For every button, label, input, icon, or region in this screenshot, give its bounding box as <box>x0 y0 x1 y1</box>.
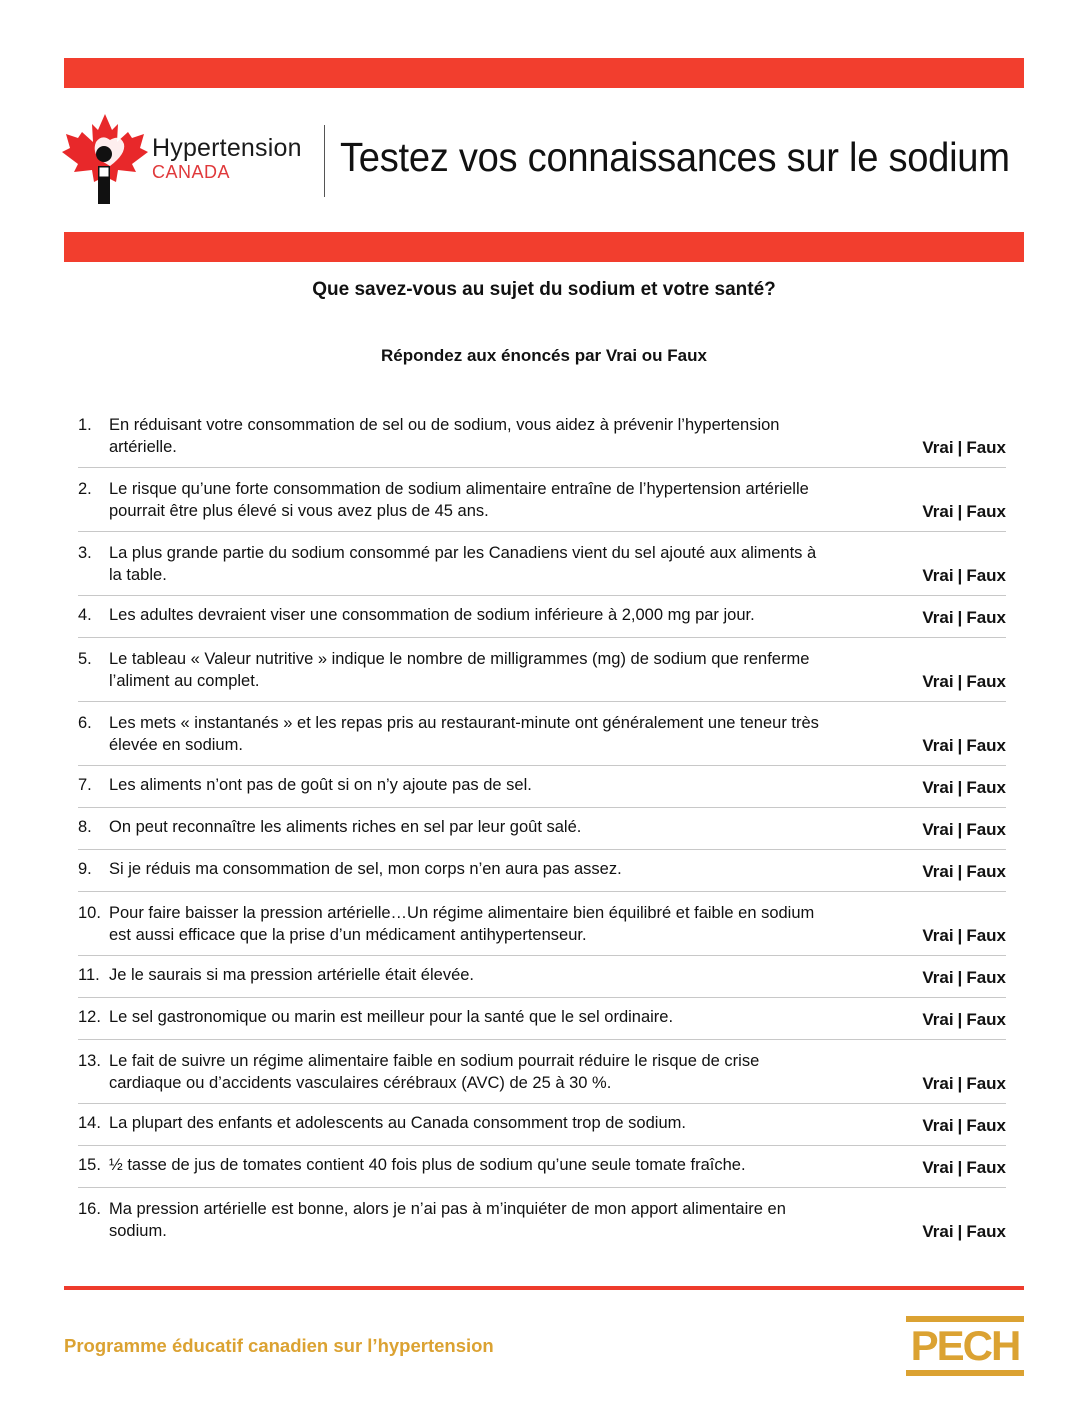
question-item <box>78 596 1006 638</box>
instruction: Répondez aux énoncés par Vrai ou Faux <box>381 346 707 365</box>
question-number: 6. <box>78 714 92 732</box>
logo-name: Hypertension <box>152 134 302 162</box>
true-option[interactable]: Vrai <box>922 1074 954 1093</box>
question-number: 10. <box>78 904 101 922</box>
true-option[interactable]: Vrai <box>922 1158 954 1177</box>
question-item <box>78 1146 1006 1188</box>
question-number: 11. <box>78 966 100 984</box>
question-text: Pour faire baisser la pression artérielle…Un régime alimentaire bien équilibré et faible en sodium est aussi efficace que la prise d’un médicament antihypertenseur. <box>109 904 815 944</box>
question-text: Les mets « instantanés » et les repas pris au restaurant-minute ont généralement une teneur très élevée en sodium. <box>109 714 819 754</box>
true-option[interactable]: Vrai <box>922 926 954 945</box>
question-item <box>78 702 1006 766</box>
true-false-choice[interactable] <box>922 607 1006 629</box>
false-option[interactable]: Faux <box>966 1158 1006 1177</box>
footer-red-line <box>64 1286 1024 1290</box>
true-false-choice[interactable] <box>922 819 1006 841</box>
question-item <box>78 808 1006 850</box>
question-text: Les aliments n’ont pas de goût si on n’y ajoute pas de sel. <box>109 776 532 794</box>
true-false-choice[interactable] <box>922 437 1006 459</box>
question-item <box>78 1104 1006 1146</box>
false-option[interactable]: Faux <box>966 1010 1006 1029</box>
false-option[interactable]: Faux <box>966 566 1006 585</box>
question-text: Ma pression artérielle est bonne, alors je n’ai pas à m’inquiéter de mon apport alimentaire en sodium. <box>109 1200 786 1240</box>
false-option[interactable]: Faux <box>966 862 1006 881</box>
question-item <box>78 532 1006 596</box>
choice-separator: | <box>957 1074 963 1093</box>
question-text: La plus grande partie du sodium consommé par les Canadiens vient du sel ajouté aux aliments à la table. <box>109 544 817 584</box>
question-item <box>78 638 1006 702</box>
choice-separator: | <box>957 820 963 839</box>
true-option[interactable]: Vrai <box>922 672 954 691</box>
question-number: 9. <box>78 860 92 878</box>
true-false-choice[interactable] <box>922 735 1006 757</box>
question-number: 2. <box>78 480 92 498</box>
choice-separator: | <box>957 1158 963 1177</box>
question-number: 16. <box>78 1200 101 1218</box>
question-number: 5. <box>78 650 92 668</box>
question-item <box>78 468 1006 532</box>
false-option[interactable]: Faux <box>966 926 1006 945</box>
false-option[interactable]: Faux <box>966 502 1006 521</box>
true-false-choice[interactable] <box>922 861 1006 883</box>
question-item <box>78 892 1006 956</box>
false-option[interactable]: Faux <box>966 968 1006 987</box>
question-text: La plupart des enfants et adolescents au Canada consomment trop de sodium. <box>109 1114 686 1132</box>
question-number: 12. <box>78 1008 101 1026</box>
choice-separator: | <box>957 778 963 797</box>
header-divider <box>324 125 325 197</box>
true-false-choice[interactable] <box>922 1073 1006 1095</box>
question-item <box>78 1040 1006 1104</box>
true-false-choice[interactable] <box>922 1157 1006 1179</box>
choice-separator: | <box>957 608 963 627</box>
choice-separator: | <box>957 672 963 691</box>
subtitle: Que savez-vous au sujet du sodium et votre santé? <box>312 279 776 300</box>
choice-separator: | <box>957 862 963 881</box>
choice-separator: | <box>957 968 963 987</box>
true-option[interactable]: Vrai <box>922 862 954 881</box>
true-option[interactable]: Vrai <box>922 1010 954 1029</box>
true-option[interactable]: Vrai <box>922 1116 954 1135</box>
true-option[interactable]: Vrai <box>922 438 954 457</box>
choice-separator: | <box>957 566 963 585</box>
question-item <box>78 1188 1006 1251</box>
question-item <box>78 998 1006 1040</box>
question-text: ½ tasse de jus de tomates contient 40 fois plus de sodium qu’une seule tomate fraîche. <box>109 1156 746 1174</box>
true-option[interactable]: Vrai <box>922 502 954 521</box>
pech-logo <box>906 1316 1024 1376</box>
question-text: Le tableau « Valeur nutritive » indique le nombre de milligrammes (mg) de sodium que renferme l’aliment au complet. <box>109 650 810 690</box>
top-red-bar <box>64 58 1024 88</box>
true-false-choice[interactable] <box>922 1115 1006 1137</box>
false-option[interactable]: Faux <box>966 820 1006 839</box>
true-false-choice[interactable] <box>922 967 1006 989</box>
choice-separator: | <box>957 502 963 521</box>
question-number: 15. <box>78 1156 101 1174</box>
true-option[interactable]: Vrai <box>922 566 954 585</box>
true-false-choice[interactable] <box>922 565 1006 587</box>
question-list <box>78 404 1006 1251</box>
question-number: 3. <box>78 544 92 562</box>
false-option[interactable]: Faux <box>966 1116 1006 1135</box>
true-false-choice[interactable] <box>922 1221 1006 1243</box>
false-option[interactable]: Faux <box>966 438 1006 457</box>
question-text: Le sel gastronomique ou marin est meilleur pour la santé que le sel ordinaire. <box>109 1008 674 1026</box>
maple-leaf-i-icon <box>62 112 148 207</box>
question-text: Je le saurais si ma pression artérielle était élevée. <box>109 966 475 984</box>
question-number: 7. <box>78 776 92 794</box>
question-text: Les adultes devraient viser une consommation de sodium inférieure à 2,000 mg par jour. <box>109 606 755 624</box>
true-option[interactable]: Vrai <box>922 778 954 797</box>
question-number: 13. <box>78 1052 101 1070</box>
false-option[interactable]: Faux <box>966 1222 1006 1241</box>
question-text: Le fait de suivre un régime alimentaire faible en sodium pourrait réduire le risque de crise cardiaque ou d’accidents vasculaires cérébraux (AVC) de 25 à 30 %. <box>109 1052 760 1092</box>
false-option[interactable]: Faux <box>966 608 1006 627</box>
question-number: 8. <box>78 818 92 836</box>
question-item <box>78 850 1006 892</box>
true-option[interactable]: Vrai <box>922 736 954 755</box>
choice-separator: | <box>957 438 963 457</box>
true-option[interactable]: Vrai <box>922 820 954 839</box>
logo-subname: CANADA <box>152 162 231 182</box>
true-false-choice[interactable] <box>922 671 1006 693</box>
footer-program-name: Programme éducatif canadien sur l’hypertension <box>64 1335 494 1356</box>
question-number: 4. <box>78 606 92 624</box>
hypertension-canada-logo <box>62 112 322 207</box>
question-item <box>78 404 1006 468</box>
false-option[interactable]: Faux <box>966 778 1006 797</box>
question-text: Le risque qu’une forte consommation de sodium alimentaire entraîne de l’hypertension artérielle pourrait être plus élevé si vous avez plus de 45 ans. <box>109 480 809 520</box>
false-option[interactable]: Faux <box>966 736 1006 755</box>
question-text: On peut reconnaître les aliments riches en sel par leur goût salé. <box>109 818 582 836</box>
question-number: 14. <box>78 1114 101 1132</box>
true-false-choice[interactable] <box>922 1009 1006 1031</box>
question-text: En réduisant votre consommation de sel ou de sodium, vous aidez à prévenir l’hypertension artérielle. <box>109 416 780 456</box>
choice-separator: | <box>957 926 963 945</box>
true-false-choice[interactable] <box>922 777 1006 799</box>
choice-separator: | <box>957 736 963 755</box>
true-option[interactable]: Vrai <box>922 1222 954 1241</box>
choice-separator: | <box>957 1222 963 1241</box>
true-false-choice[interactable] <box>922 925 1006 947</box>
middle-red-bar <box>64 232 1024 262</box>
true-option[interactable]: Vrai <box>922 608 954 627</box>
document-title: Testez vos connaissances sur le sodium <box>340 134 1010 180</box>
question-item <box>78 956 1006 998</box>
choice-separator: | <box>957 1010 963 1029</box>
question-text: Si je réduis ma consommation de sel, mon corps n’en aura pas assez. <box>109 860 622 878</box>
true-false-choice[interactable] <box>922 501 1006 523</box>
pech-bottom-rule <box>906 1370 1024 1376</box>
question-number: 1. <box>78 416 92 434</box>
false-option[interactable]: Faux <box>966 672 1006 691</box>
choice-separator: | <box>957 1116 963 1135</box>
question-item <box>78 766 1006 808</box>
false-option[interactable]: Faux <box>966 1074 1006 1093</box>
true-option[interactable]: Vrai <box>922 968 954 987</box>
pech-wordmark: PECH <box>910 1322 1020 1369</box>
